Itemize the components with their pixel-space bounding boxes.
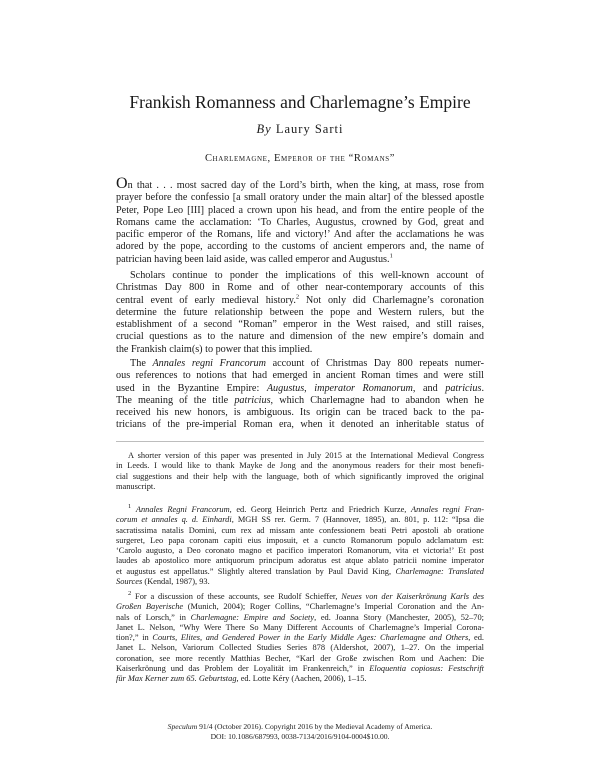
paragraph-scholars <box>116 270 484 356</box>
note-line: Janet L. Nelson, “Why Were There So Many Different Accounts of Charlemagne’s Imperial Corona- <box>116 622 484 632</box>
paragraph-line: Christmas Day 800 in Rome and of other near-contemporary accounts of this <box>116 282 484 294</box>
paragraph-line: establishment of a second “Roman” emperor in the West raised, and still raises, <box>116 319 484 331</box>
note-line: $^2$ For a discussion of these accounts, see Rudolf Schieffer, Neues von der Kaiserkrönung Karls des <box>128 590 484 601</box>
author-name: Laury Sarti <box>275 122 344 136</box>
author-prefix: By <box>256 122 272 136</box>
section-heading <box>60 152 540 166</box>
quotation-line: Romans came the acclamation: ‘To Charles, Augustus, crowned by God, great and <box>116 216 484 228</box>
note-line: sacratissima natalis Domini, cum rex ad missam ante confessionem beati Petri apostoli ab oratione <box>116 525 484 535</box>
note-line: corum et annales q. d. Einhardi, MGH SS rer. Germ. 7 (Hannover, 1895), an. 801, p. 112: “Ipsa die <box>116 515 484 525</box>
article-title: Frankish Romanness and Charlemagne’s Empire <box>129 92 471 112</box>
paragraph-line: determine the future relationship between the pope and Western rulers, but the <box>116 306 484 318</box>
section-heading-text: Charlemagne, Emperor of the “Romans” <box>204 153 396 164</box>
drop-cap: O <box>116 175 128 192</box>
note-line: Janet L. Nelson, Variorum Collected Studies Series 878 (Aldershot, 2007), 1–27. On the imperial <box>116 643 484 653</box>
paragraph-line: used in the Byzantine Empire: Augustus, imperator Romanorum, and patricius. <box>116 382 484 394</box>
note-line: ‘Carolo augusto, a Deo coronato magno et pacifico imperatori Romanorum, vita et victoria!’ Et post <box>116 546 484 556</box>
paragraph-line: ous references to notions that had emerged in ancient Roman times and were still <box>116 370 484 382</box>
note-line: Kaiserkrönung und das Problem der Loyalität im Frankenreich,” in Eloquentia copiosus: Festschrift <box>116 664 484 674</box>
paragraph-line: received his new honors, is ambiguous. Its origin can be traced back to the pa- <box>116 407 484 419</box>
note-line: in Leeds. I would like to thank Mayke de Jong and the anonymous readers for their most benefi- <box>116 461 484 471</box>
footnote-1 <box>116 505 484 587</box>
quotation-line: Peter, Pope Leo [III] placed a crown upon his head, and from the entire people of the <box>116 204 484 216</box>
note-line: cial suggestions and their help with the language, both of which significantly improved the original <box>116 471 484 481</box>
opening-quotation <box>116 175 484 266</box>
footer-doi: DOI: 10.1086/687993, 0038-7134/2016/9104-0004$10.00. <box>210 731 390 741</box>
paragraph-annales <box>116 358 484 432</box>
paragraph-line: tricians of the pre-imperial Roman era, when it denoted an inheritable status of <box>116 419 484 431</box>
footer-citation: Speculum 91/4 (October 2016). Copyright 2016 by the Medieval Academy of America. <box>167 722 433 731</box>
paragraph-line: the Frankish claim(s) to power that this implied. <box>116 343 313 355</box>
footnote-ref[interactable]: 2 <box>295 293 300 301</box>
footnote-divider <box>116 441 484 442</box>
footnote-number: 1 <box>128 503 132 511</box>
paragraph-line: crucial questions as to the nature and dimension of the new empire’s domain and <box>116 331 484 343</box>
note-line: et augustus est appellatus.” Slightly altered translation by Paul David King, Charlemagne: Translated <box>116 566 484 576</box>
footnote-number: 2 <box>128 590 132 598</box>
note-line: Großen Bayerische (Munich, 2004); Roger Collins, “Charlemagne’s Imperial Coronation and the An- <box>116 602 484 612</box>
page-footer <box>60 722 540 741</box>
note-line: surgeret, Leo papa coronam capiti eius imposuit, et a cuncto Romanorum populo adclamatum est: <box>116 535 484 545</box>
footnote-ref[interactable]: 1 <box>389 252 393 260</box>
acknowledgment-note <box>116 451 484 492</box>
footnote-2 <box>116 592 484 685</box>
note-line: tion?,” in Courts, Elites, and Gendered Power in the Early Middle Ages: Charlemagne and Others, ed. <box>116 633 485 643</box>
quotation-line: prayer before the confessio [a small oratory under the main altar] of the blessed apostle <box>116 192 484 204</box>
paragraph-line: central event of early medieval history.$^2$ Not only did Charlemagne’s coronation <box>116 293 484 306</box>
quotation-line: pacific emperor of the Romans, life and victory!’ And after the acclamations he was <box>116 229 484 241</box>
paragraph-line: The meaning of the title patricius, which Charlemagne had to abandon when he <box>116 394 484 406</box>
note-line: $^1$ Annales Regni Francorum, ed. Georg Heinrich Pertz and Friedrich Kurze, Annales regni Fran- <box>128 503 485 514</box>
note-line: A shorter version of this paper was presented in July 2015 at the International Medieval Congress <box>128 451 484 460</box>
note-line: laudes ab apostolico more antiquorum principum adoratus est atque ablato patricii nomine imperator <box>116 556 484 566</box>
note-line: für Max Kerner zum 65. Geburtstag, ed. Lotte Kéry (Aachen, 2006), 1–15. <box>116 674 367 684</box>
quotation-line: On that . . . most sacred day of the Lord’s birth, when the king, at mass, rose from <box>116 175 484 192</box>
note-line: coronation, see more recently Matthias Becher, “Karl der Große zwischen Rom und Aachen: Die <box>116 653 484 663</box>
quotation-line: patrician having been laid aside, was called emperor and Augustus.$^1$ <box>116 252 393 265</box>
note-line: Sources (Kendal, 1987), 93. <box>116 577 210 587</box>
note-line: manuscript. <box>116 481 156 491</box>
author-line <box>60 121 540 137</box>
paragraph-line: Scholars continue to ponder the implications of this well-known account of <box>130 270 484 281</box>
note-line: nals of Lorsch,” in Charlemagne: Empire and Society, ed. Joanna Story (Manchester, 2005), 52–70; <box>116 612 484 622</box>
journal-name: Speculum <box>167 722 198 731</box>
paragraph-line: The Annales regni Francorum account of Christmas Day 800 repeats numer- <box>130 358 485 369</box>
quotation-line: adored by the pope, according to the customs of ancient emperors and, the name of <box>116 241 484 253</box>
